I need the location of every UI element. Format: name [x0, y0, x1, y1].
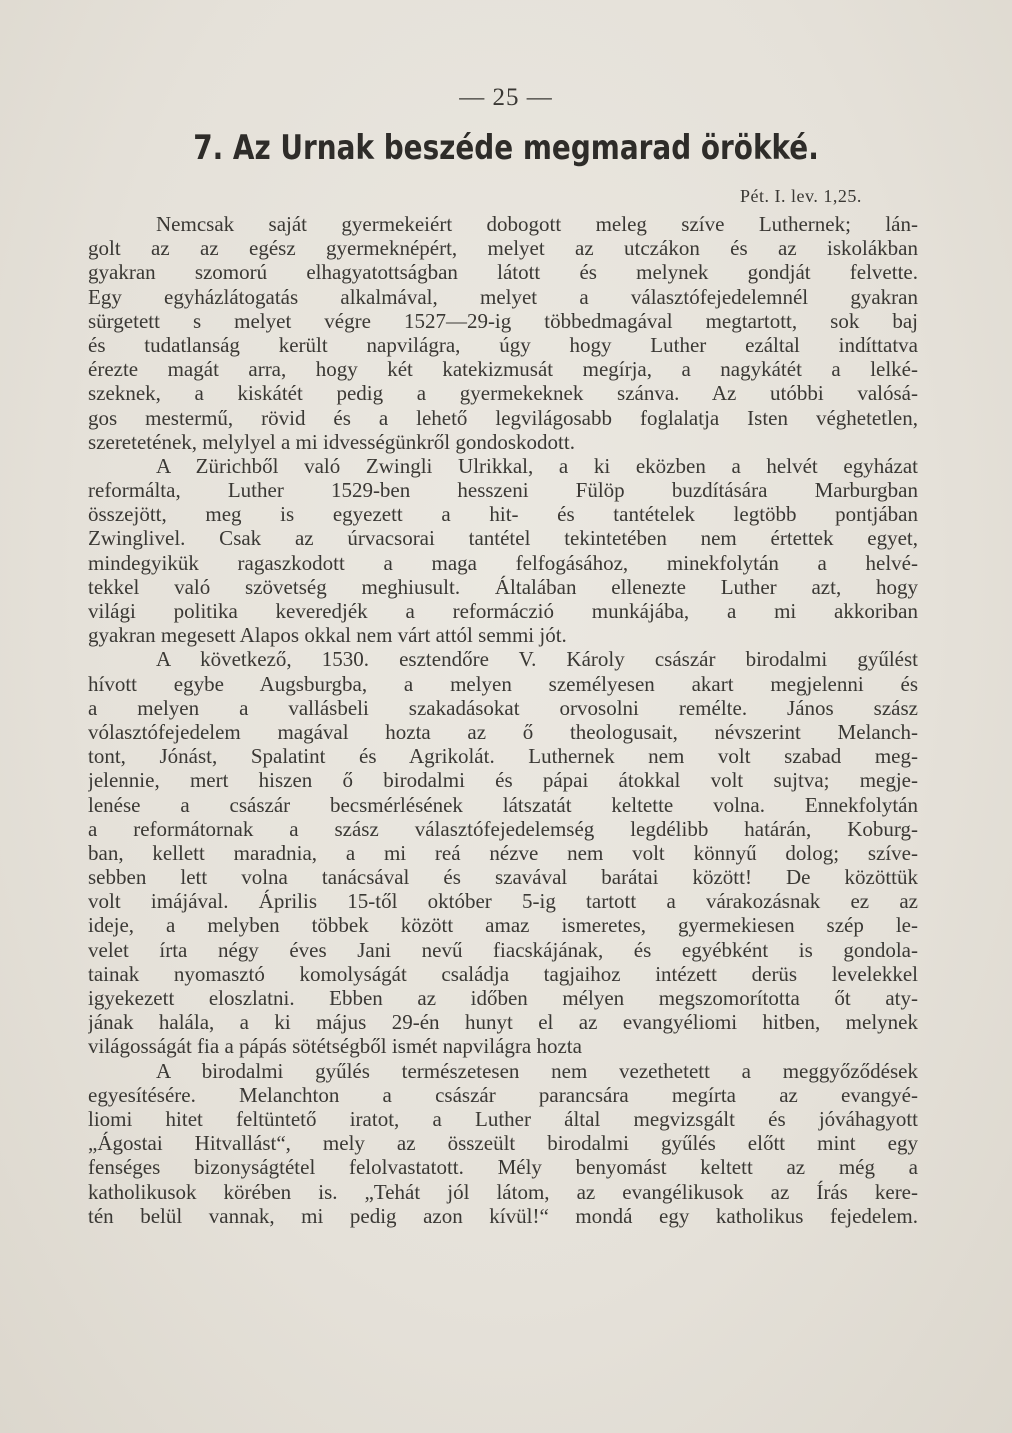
- text-line: világosságát fia a pápás sötétségből ismét napvilágra hozta: [88, 1034, 582, 1059]
- body-text: [88, 212, 918, 1228]
- text-line: igyekezett eloszlatni. Ebben az időben mélyen megszomorította őt aty-: [88, 986, 918, 1010]
- text-line: gyakran szomorú elhagyatottságban látott és melynek gondját felvette.: [88, 260, 918, 285]
- text-line: összejött, meg is egyezett a hit- és tantételek legtöbb pontjában: [88, 502, 918, 527]
- text-line: katholikusok körében is. „Tehát jól látom, az evangélikusok az Írás kere-: [88, 1179, 918, 1204]
- text-line: tainak nyomasztó komolyságát családja tagjaihoz intézett derüs levelekkel: [88, 961, 918, 986]
- bible-reference: Pét. I. lev. 1,25.: [740, 186, 862, 206]
- text-line: szeretetének, melylyel a mi idvességünkről gondoskodott.: [88, 429, 575, 454]
- text-line: tekkel való szövetség meghiusult. Általában ellenezte Luther azt, hogy: [88, 574, 918, 599]
- text-line: sürgetett s melyet végre 1527—29-ig többedmagával megtartott, sok baj: [88, 308, 918, 333]
- text-line: egyesítésére. Melanchton a császár parancsára megírta az evangyé-: [88, 1082, 918, 1107]
- text-line: fenséges bizonyságtétel felolvastatott. Mély benyomást keltett az még a: [88, 1155, 918, 1180]
- text-line: mindegyikük ragaszkodott a maga felfogásához, minekfolytán a helvé-: [88, 550, 918, 575]
- text-line: „Ágostai Hitvallást“, mely az összeült birodalmi gyűlés előtt mint egy: [88, 1131, 918, 1156]
- text-line: Egy egyházlátogatás alkalmával, melyet a választófejedelemnél gyakran: [88, 284, 918, 309]
- text-line: gos mestermű, rövid és a lehető legvilágosabb foglalatja Isten véghetetlen,: [88, 405, 918, 430]
- text-line: hívott egybe Augsburgba, a melyen személyesen akart megjelenni és: [88, 671, 918, 696]
- text-line: reformálta, Luther 1529-ben hesszeni Fülöp buzdítására Marburgban: [88, 478, 918, 503]
- text-line: golt az az egész gyermeknépért, melyet az utczákon és az iskolákban: [88, 236, 918, 261]
- text-line: Nemcsak saját gyermekeiért dobogott meleg szíve Luthernek; lán-: [156, 212, 918, 236]
- text-line: és tudatlanság került napvilágra, úgy hogy Luther ezáltal indíttatva: [88, 332, 918, 357]
- text-line: érezte magát arra, hogy két katekizmusát megírja, a nagykátét a lelké-: [88, 357, 918, 382]
- text-line: vólasztófejedelem magával hozta az ő theologusait, névszerint Melanch-: [88, 719, 918, 744]
- text-line: ideje, a melyben többek között amaz ismeretes, gyermekiesen szép le-: [88, 913, 918, 938]
- text-line: tén belül vannak, mi pedig azon kívül!“ mondá egy katholikus fejedelem.: [88, 1203, 918, 1228]
- text-line: tont, Jónást, Spalatint és Agrikolát. Luthernek nem volt szabad meg-: [88, 744, 918, 769]
- text-line: sebben lett volna tanácsával és szavával barátai között! De közöttük: [88, 865, 918, 890]
- text-line: ban, kellett maradnia, a mi reá nézve nem volt könnyű dolog; szíve-: [88, 840, 918, 865]
- text-line: jának halála, a ki május 29-én hunyt el az evangyéliomi hitben, melynek: [88, 1010, 918, 1035]
- text-line: A következő, 1530. esztendőre V. Károly császár birodalmi gyűlést: [156, 647, 918, 672]
- text-line: a melyen a vallásbeli szakadásokat orvosolni remélte. János szász: [88, 695, 918, 720]
- text-line: volt imájával. Április 15-től október 5-ig tartott a várakozásnak ez az: [88, 889, 918, 914]
- text-line: Zwinglivel. Csak az úrvacsorai tantétel tekintetében nem értettek egyet,: [88, 526, 918, 551]
- text-line: a reformátornak a szász választófejedelemség legdélibb határán, Koburg-: [88, 816, 918, 841]
- text-line: gyakran megesett Alapos okkal nem várt attól semmi jót.: [88, 623, 567, 648]
- text-line: velet írta négy éves Jani nevű fiacskájának, és egyébként is gondola-: [88, 937, 918, 962]
- text-line: jelennie, mert hiszen ő birodalmi és pápai átokkal volt sujtva; megje-: [88, 768, 918, 793]
- text-line: lenése a császár becsmérlésének látszatát keltette volna. Ennekfolytán: [88, 792, 918, 817]
- text-line: A birodalmi gyűlés természetesen nem vezethetett a meggyőződések: [156, 1058, 918, 1083]
- text-line: liomi hitet feltüntető iratot, a Luther által megvizsgált és jóváhagyott: [88, 1106, 918, 1131]
- text-line: A Zürichből való Zwingli Ulrikkal, a ki eközben a helvét egyházat: [156, 453, 918, 478]
- text-line: szeknek, a kiskátét pedig a gyermekeknek szánva. Az utóbbi valósá-: [88, 381, 918, 406]
- page-number: — 25 —: [459, 84, 553, 111]
- chapter-title: 7. Az Urnak beszéde megmarad örökké.: [193, 128, 819, 168]
- text-line: világi politika keveredjék a reformáczió munkájába, a mi akkoriban: [88, 599, 918, 623]
